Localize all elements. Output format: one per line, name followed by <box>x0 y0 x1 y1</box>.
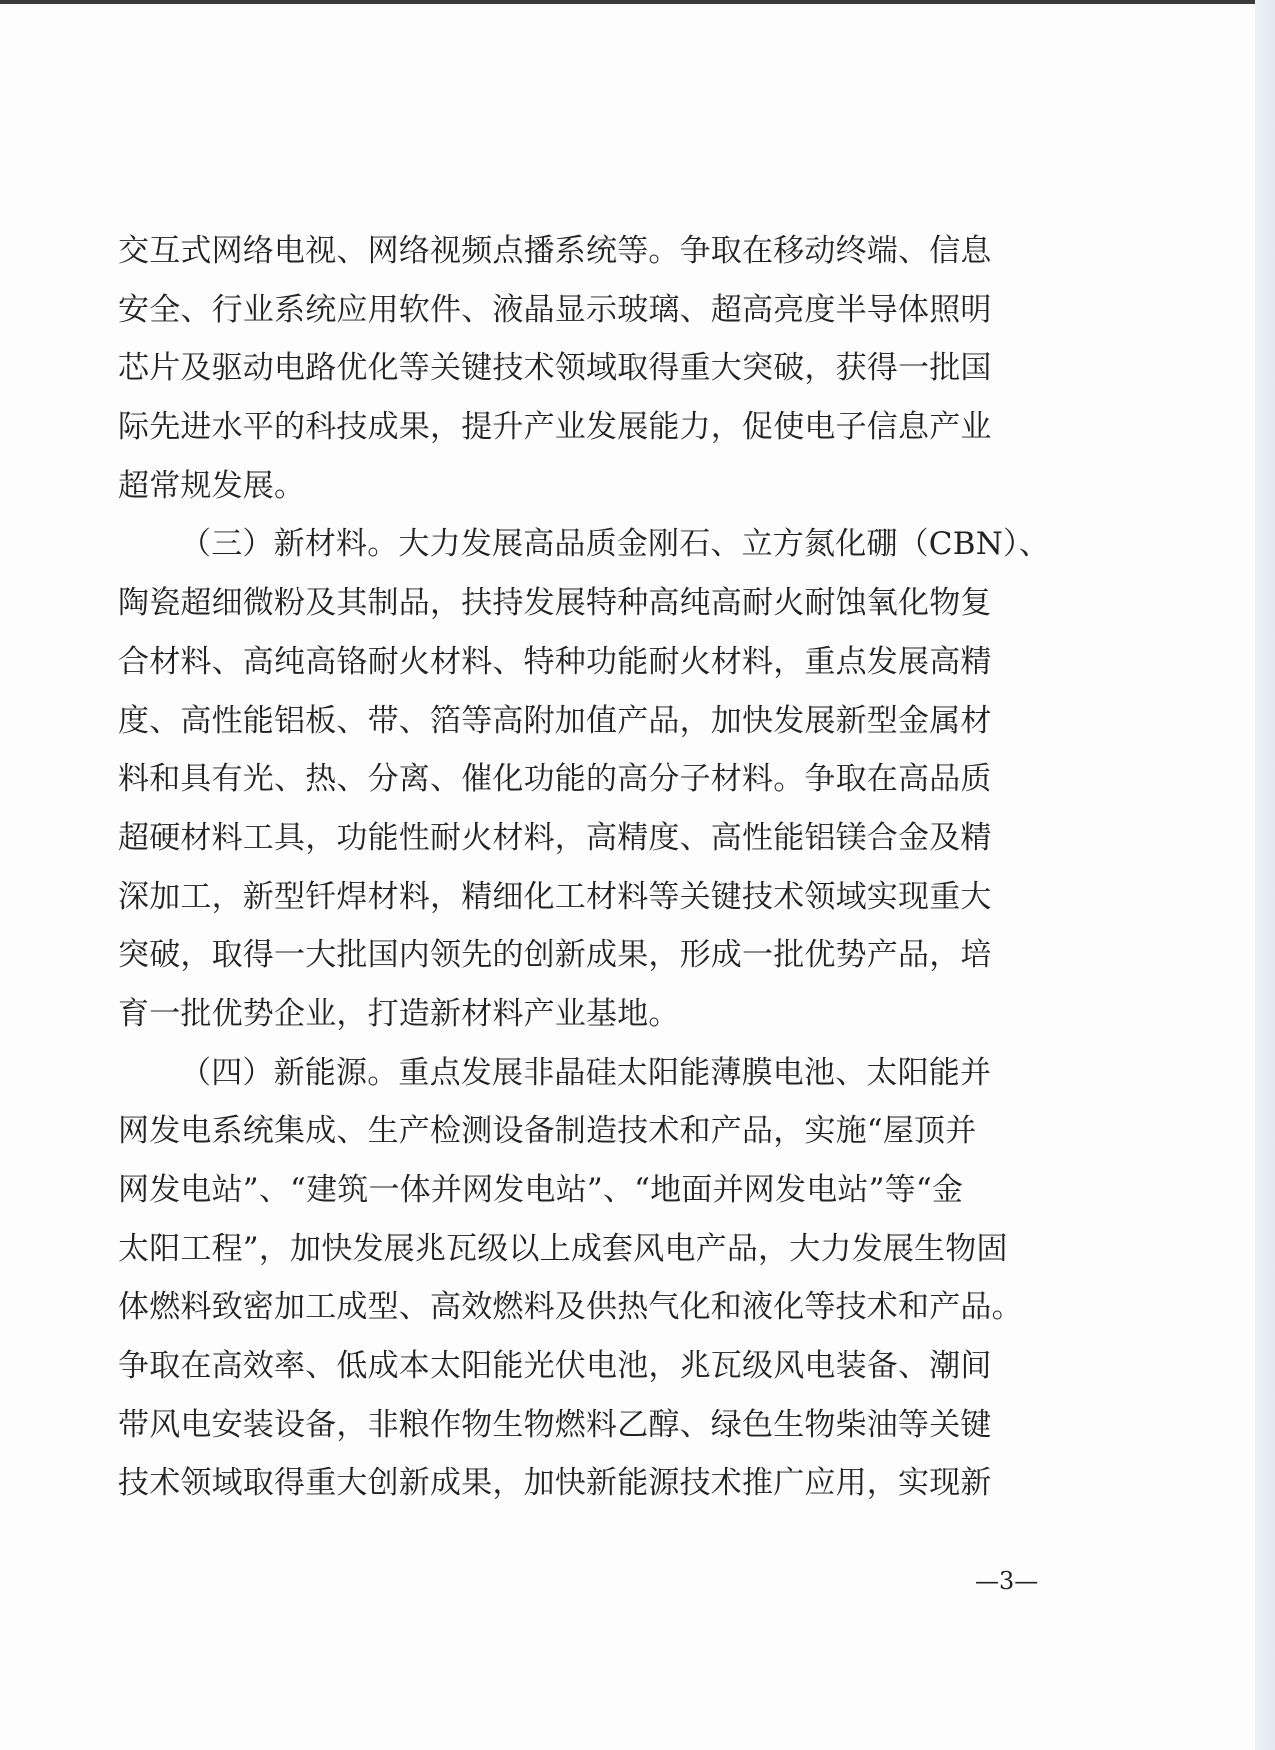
page-number: —3— <box>975 1567 1039 1595</box>
text-line: 芯片及驱动电路优化等关键技术领域取得重大突破，获得一批国 <box>118 350 992 387</box>
text-line: 体燃料致密加工成型、高效燃料及供热气化和液化等技术和产品。 <box>118 1289 1023 1326</box>
scan-edge-right <box>1255 0 1275 1750</box>
section-heading-new-materials: （三）新材料。大力发展高品质金刚石、立方氮化硼（CBN）、 <box>180 526 1050 563</box>
text-line: 育一批优势企业，打造新材料产业基地。 <box>118 995 680 1032</box>
body-text <box>118 222 1078 1513</box>
text-line: 料和具有光、热、分离、催化功能的高分子材料。争取在高品质 <box>118 761 992 798</box>
scan-edge-top <box>0 0 1275 4</box>
text-line: 突破，取得一大批国内领先的创新成果，形成一批优势产品，培 <box>118 937 992 974</box>
text-line: 网发电系统集成、生产检测设备制造技术和产品，实施“屋顶并 <box>118 1113 977 1150</box>
text-line: 交互式网络电视、网络视频点播系统等。争取在移动终端、信息 <box>118 233 992 269</box>
text-line: 陶瓷超细微粉及其制品，扶持发展特种高纯高耐火耐蚀氧化物复 <box>118 585 992 622</box>
text-line: 际先进水平的科技成果，提升产业发展能力，促使电子信息产业 <box>118 409 992 446</box>
text-line: 超常规发展。 <box>118 467 306 504</box>
text-line: 技术领域取得重大创新成果，加快新能源技术推广应用，实现新 <box>118 1465 992 1502</box>
text-line: 带风电安装设备，非粮作物生物燃料乙醇、绿色生物柴油等关键 <box>118 1406 992 1443</box>
text-line: 网发电站”、“建筑一体并网发电站”、“地面并网发电站”等“金 <box>118 1172 964 1208</box>
text-line: 争取在高效率、低成本太阳能光伏电池，兆瓦级风电装备、潮间 <box>118 1348 992 1385</box>
text-line: 超硬材料工具，功能性耐火材料，高精度、高性能铝镁合金及精 <box>118 819 992 856</box>
text-line: 安全、行业系统应用软件、液晶显示玻璃、超高亮度半导体照明 <box>118 291 992 328</box>
text-line: 度、高性能铝板、带、箔等高附加值产品，加快发展新型金属材 <box>118 702 992 739</box>
text-line: 太阳工程”，加快发展兆瓦级以上成套风电产品，大力发展生物固 <box>118 1230 1008 1267</box>
text-line: 合材料、高纯高铬耐火材料、特种功能耐火材料，重点发展高精 <box>118 643 992 680</box>
text-line: 深加工，新型钎焊材料，精细化工材料等关键技术领域实现重大 <box>118 878 992 915</box>
section-heading-new-energy: （四）新能源。重点发展非晶硅太阳能薄膜电池、太阳能并 <box>180 1054 992 1091</box>
